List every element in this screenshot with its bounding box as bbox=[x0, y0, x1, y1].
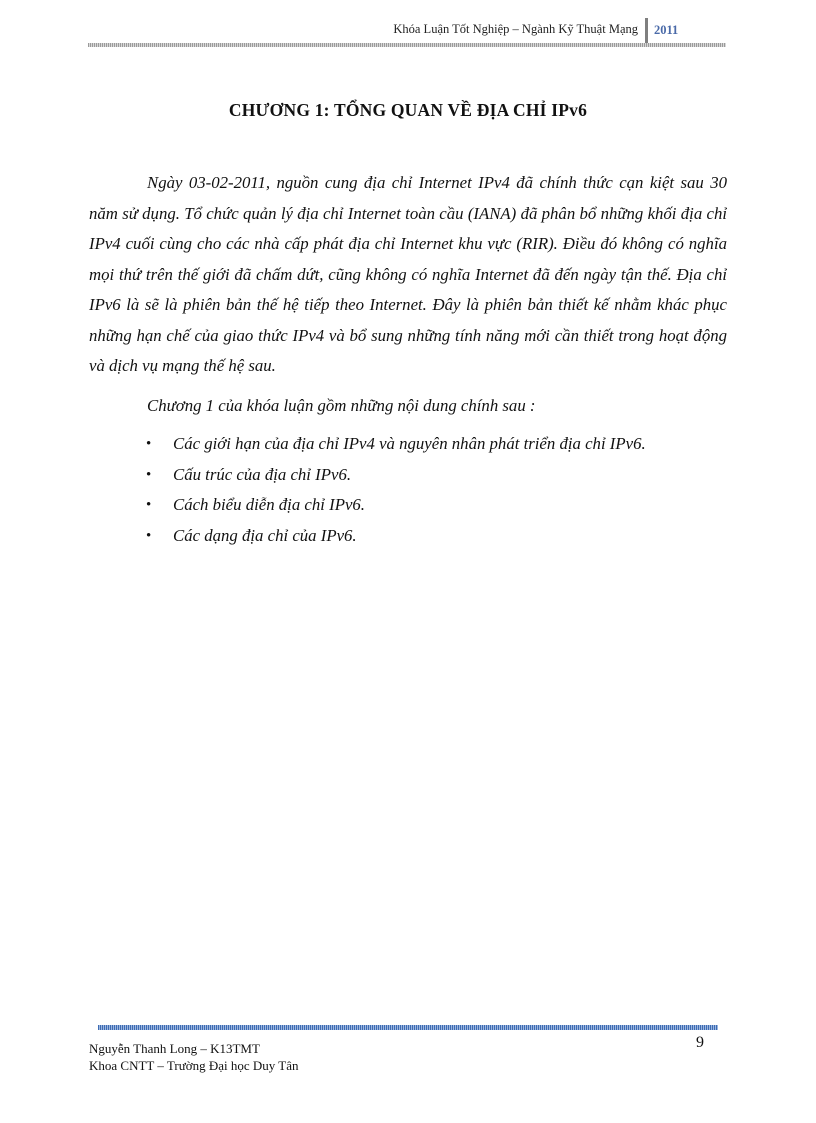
list-item bbox=[89, 521, 727, 552]
header-title: Khóa Luận Tốt Nghiệp – Ngành Kỹ Thuật Mạng bbox=[393, 22, 638, 36]
header-separator bbox=[645, 18, 648, 46]
bullet-icon: • bbox=[146, 466, 152, 483]
list-item-text: Các giới hạn của địa chỉ IPv4 và nguyên nhân phát triển địa chỉ IPv6. bbox=[173, 434, 646, 453]
content-list bbox=[89, 429, 727, 551]
chapter-intro: Chương 1 của khóa luận gồm những nội dung chính sau : bbox=[147, 395, 536, 415]
chapter-title: CHƯƠNG 1: TỔNG QUAN VỀ ĐỊA CHỈ IPv6 bbox=[228, 100, 588, 120]
list-item bbox=[89, 490, 727, 521]
list-item-text: Cấu trúc của địa chỉ IPv6. bbox=[173, 464, 352, 484]
header-year: 2011 bbox=[654, 23, 679, 37]
list-item-text: Cách biểu diễn địa chỉ IPv6. bbox=[173, 495, 366, 514]
footer-rule bbox=[98, 1025, 718, 1030]
list-item bbox=[89, 429, 727, 460]
list-item bbox=[89, 460, 727, 491]
body-text bbox=[89, 168, 727, 551]
bullet-icon: • bbox=[146, 497, 152, 513]
header-rule bbox=[88, 43, 726, 47]
bullet-icon: • bbox=[146, 436, 152, 452]
body-paragraph: Ngày 03-02-2011, nguồn cung địa chỉ Internet IPv4 đã chính thức cạn kiệt sau 30 năm sử dụng. Tổ chức quản lý địa chỉ Internet toàn cầu (IANA) đã phân bổ những khối địa chỉ IPv4 cuối cùng cho các nhà cấp phát địa chỉ Internet khu vực (RIR). Điều đó không có nghĩa mọi thứ trên thế giới đã chấm dứt, cũng không có nghĩa Internet đã đến ngày tận thế. Địa chỉ IPv6 là sẽ là phiên bản thế hệ tiếp theo Internet. Đây là phiên bản thiết kế nhằm khác phục những hạn chế của giao thức IPv4 và bổ sung những tính năng mới cần thiết trong hoạt động và dịch vụ mạng thế hệ sau. bbox=[89, 173, 727, 375]
list-item-text: Các dạng địa chỉ của IPv6. bbox=[173, 525, 357, 545]
footer-author: Nguyễn Thanh Long – K13TMT bbox=[89, 1041, 260, 1056]
bullet-icon: • bbox=[146, 527, 152, 544]
footer-school: Khoa CNTT – Trường Đại học Duy Tân bbox=[89, 1058, 299, 1073]
page-number: 9 bbox=[696, 1034, 704, 1051]
